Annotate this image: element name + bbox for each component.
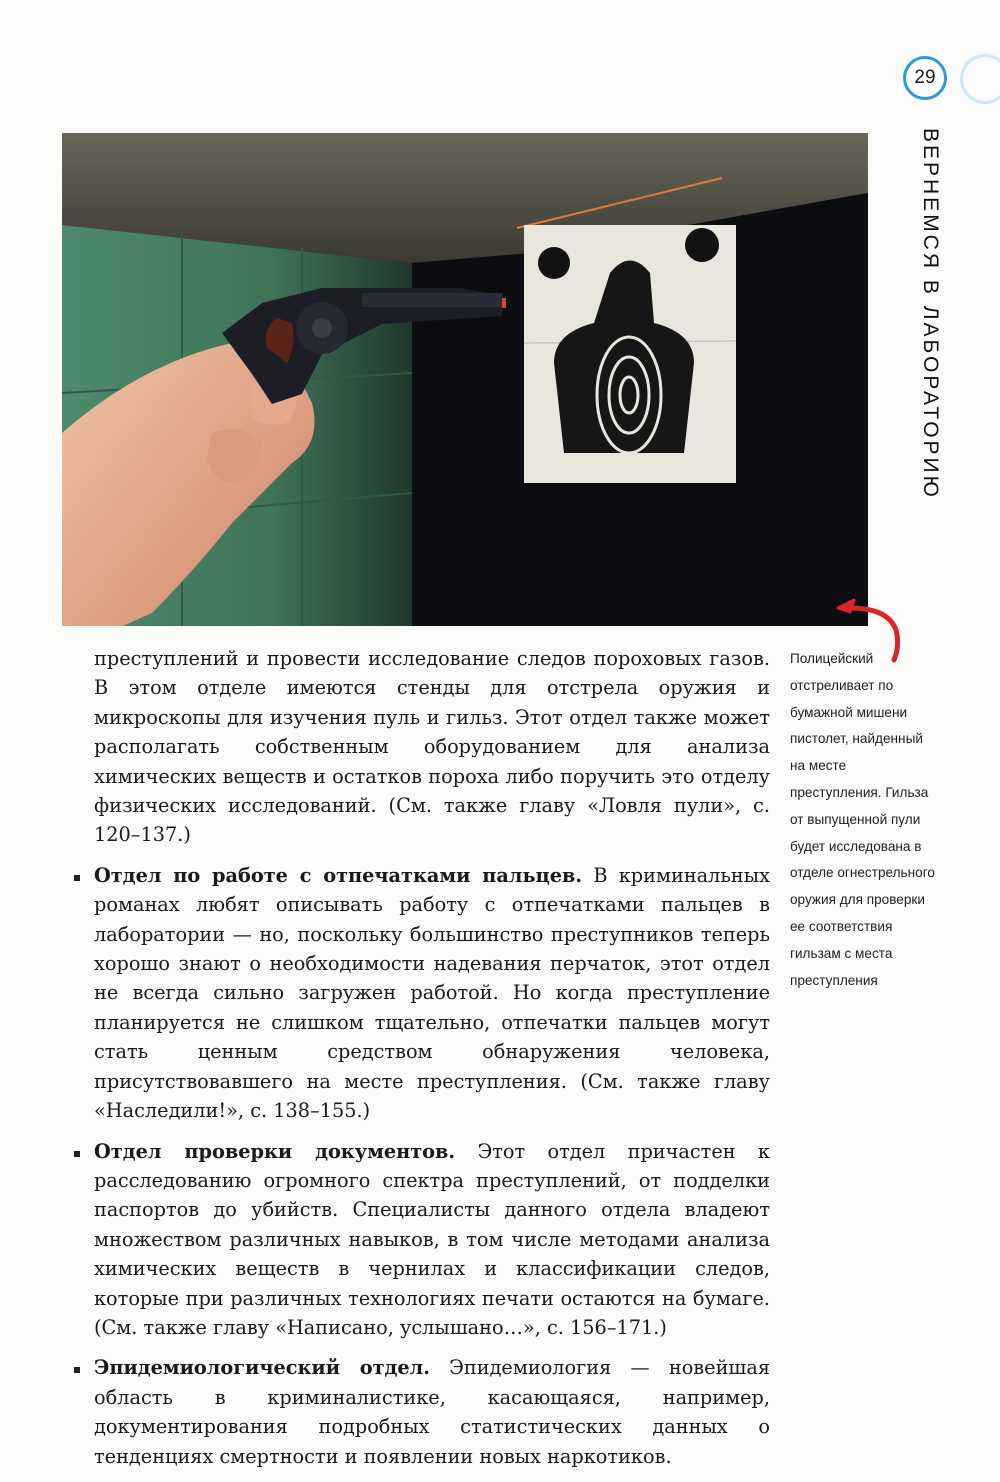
list-item-text: Эпидемиология — новейшая область в криминалистике, касающаяся, например, документирования подробных статистических данных о тенденциях смертности и появлении новых наркотиков. — [94, 1356, 771, 1468]
running-head: ВЕРНЕМСЯ В ЛАБОРАТОРИЮ — [919, 128, 942, 500]
list-item-title: Отдел по работе с отпечатками пальцев. — [94, 863, 583, 887]
list-item — [74, 861, 770, 1126]
list-item-title: Эпидемиологический отдел. — [94, 1356, 430, 1380]
list-item — [74, 1353, 770, 1471]
page-number: 29 — [903, 56, 947, 100]
department-list — [74, 861, 770, 1471]
list-item — [74, 1137, 770, 1343]
photo-gun-target — [62, 133, 868, 626]
photo-illustration — [62, 133, 868, 626]
photo-caption: Полицейский отстреливает по бумажной мишени пистолет, найденный на месте преступления. Гильза от выпущенной пули будет исследована в отделе огнестрельного оружия для проверки ее соответствия гильзам с места преступления — [790, 651, 935, 988]
intro-paragraph: преступлений и провести исследование следов пороховых газов. В этом отделе имеются стенды для отстрела оружия и микроскопы для изучения пуль и гильз. Этот отдел также может располагать собственным оборудованием для анализа химических веществ и остатков пороха либо поручить это отделу физических исследований. (См. также главу «Ловля пули», с. 120–137.) — [94, 647, 770, 847]
list-item-text: Этот отдел причастен к расследованию огромного спектра преступлений, от подделки паспортов до убийств. Специалисты данного отдела владеют множеством различных навыков, в том числе методами анализа химических веществ в чернилах и классификации следов, которые при различных технологиях печати остаются на бумаге. (См. также главу «Написано, услышано…», с. 156–171.) — [94, 1139, 770, 1339]
page-number-ring-decoration — [960, 54, 1000, 104]
list-item-title: Отдел проверки документов. — [94, 1139, 456, 1163]
body-text — [74, 644, 770, 1482]
list-item-text: В криминальных романах любят описывать работу с отпечатками пальцев в лаборатории — но, поскольку большинство преступников теперь хорошо знают о необходимости надевания перчаток, этот отдел не всегда сильно загружен работой. Но когда преступление планируется не слишком тщательно, отпечатки пальцев могут стать ценным средством обнаружения человека, присутствовавшего на месте преступления. (См. также главу «Наследили!», с. 138–155.) — [94, 863, 770, 1123]
